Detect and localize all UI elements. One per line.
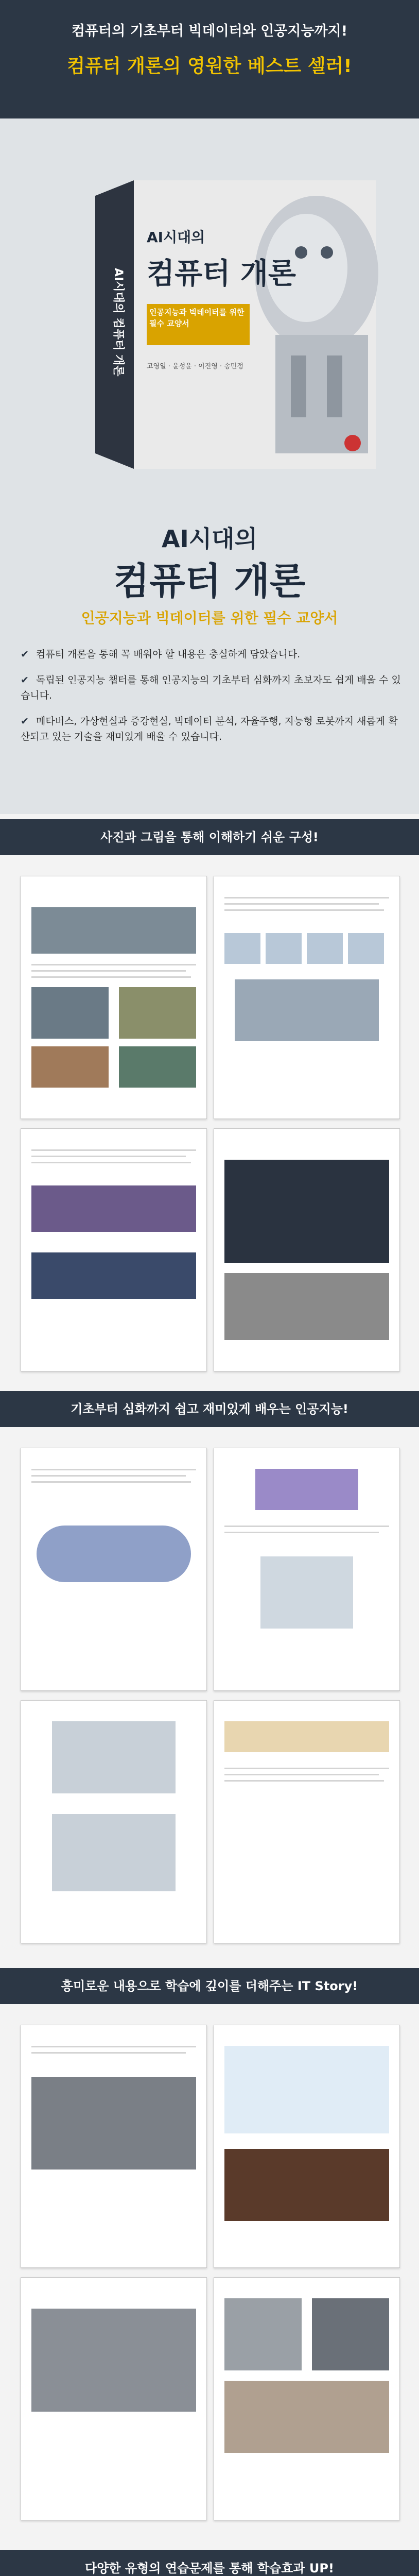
sample-page xyxy=(214,1448,400,1691)
section-banner-3: 흥미로운 내용으로 학습에 깊이를 더해주는 IT Story! xyxy=(0,1968,419,2004)
feature-text: 메타버스, 가상현실과 증강현실, 빅데이터 분석, 자율주행, 지능형 로봇까지 새롭게 확산되고 있는 기술을 재미있게 배울 수 있습니다. xyxy=(21,716,398,742)
section-banner-2: 기초부터 심화까지 쉽고 재미있게 배우는 인공지능! xyxy=(0,1391,419,1427)
hero-tagline: 인공지능과 빅데이터를 위한 필수 교양서 xyxy=(81,609,338,626)
feature-text: 컴퓨터 개론을 통해 꼭 배워야 할 내용은 충실하게 담았습니다. xyxy=(36,649,301,660)
cover-title-small: AI시대의 xyxy=(147,229,205,246)
cover-authors: 고영일 · 윤성윤 · 이진영 · 송민정 xyxy=(147,363,243,370)
check-icon: ✔ xyxy=(21,674,29,686)
sample-page xyxy=(21,876,207,1119)
sample-page xyxy=(214,2025,400,2268)
feature-item xyxy=(21,714,401,744)
header-banner xyxy=(0,0,419,118)
sample-page xyxy=(21,1128,207,1371)
section-banner-4: 다양한 유형의 연습문제를 통해 학습효과 UP! xyxy=(0,2550,419,2576)
hero-title-big: 컴퓨터 개론 xyxy=(113,560,306,603)
feature-text: 독립된 인공지능 챕터를 통해 인공지능의 기초부터 심화까지 초보자도 쉽게 배울 수 있습니다. xyxy=(21,674,401,701)
feature-item xyxy=(21,647,401,662)
sample-page xyxy=(214,1700,400,1943)
sample-page xyxy=(21,2025,207,2268)
hero-title-small: AI시대의 xyxy=(161,525,258,553)
check-icon: ✔ xyxy=(21,649,29,660)
check-icon: ✔ xyxy=(21,716,29,727)
sample-page xyxy=(21,1700,207,1943)
header-line-2: 컴퓨터 개론의 영원한 베스트 셀러! xyxy=(67,56,352,77)
sample-page xyxy=(214,1128,400,1371)
sample-page xyxy=(21,1448,207,1691)
feature-item xyxy=(21,672,401,703)
sample-page xyxy=(214,2277,400,2520)
cover-subtitle: 인공지능과 빅데이터를 위한 필수 교양서 xyxy=(149,308,245,328)
section-banner-1: 사진과 그림을 통해 이해하기 쉬운 구성! xyxy=(0,819,419,855)
cover-title: 컴퓨터 개론 xyxy=(147,257,296,291)
book-spine-title: AI시대의 컴퓨터 개론 xyxy=(112,268,125,377)
sample-page xyxy=(214,876,400,1119)
book-cover-image xyxy=(85,165,389,474)
sample-page xyxy=(21,2277,207,2520)
header-line-1: 컴퓨터의 기초부터 빅데이터와 인공지능까지! xyxy=(71,23,348,39)
